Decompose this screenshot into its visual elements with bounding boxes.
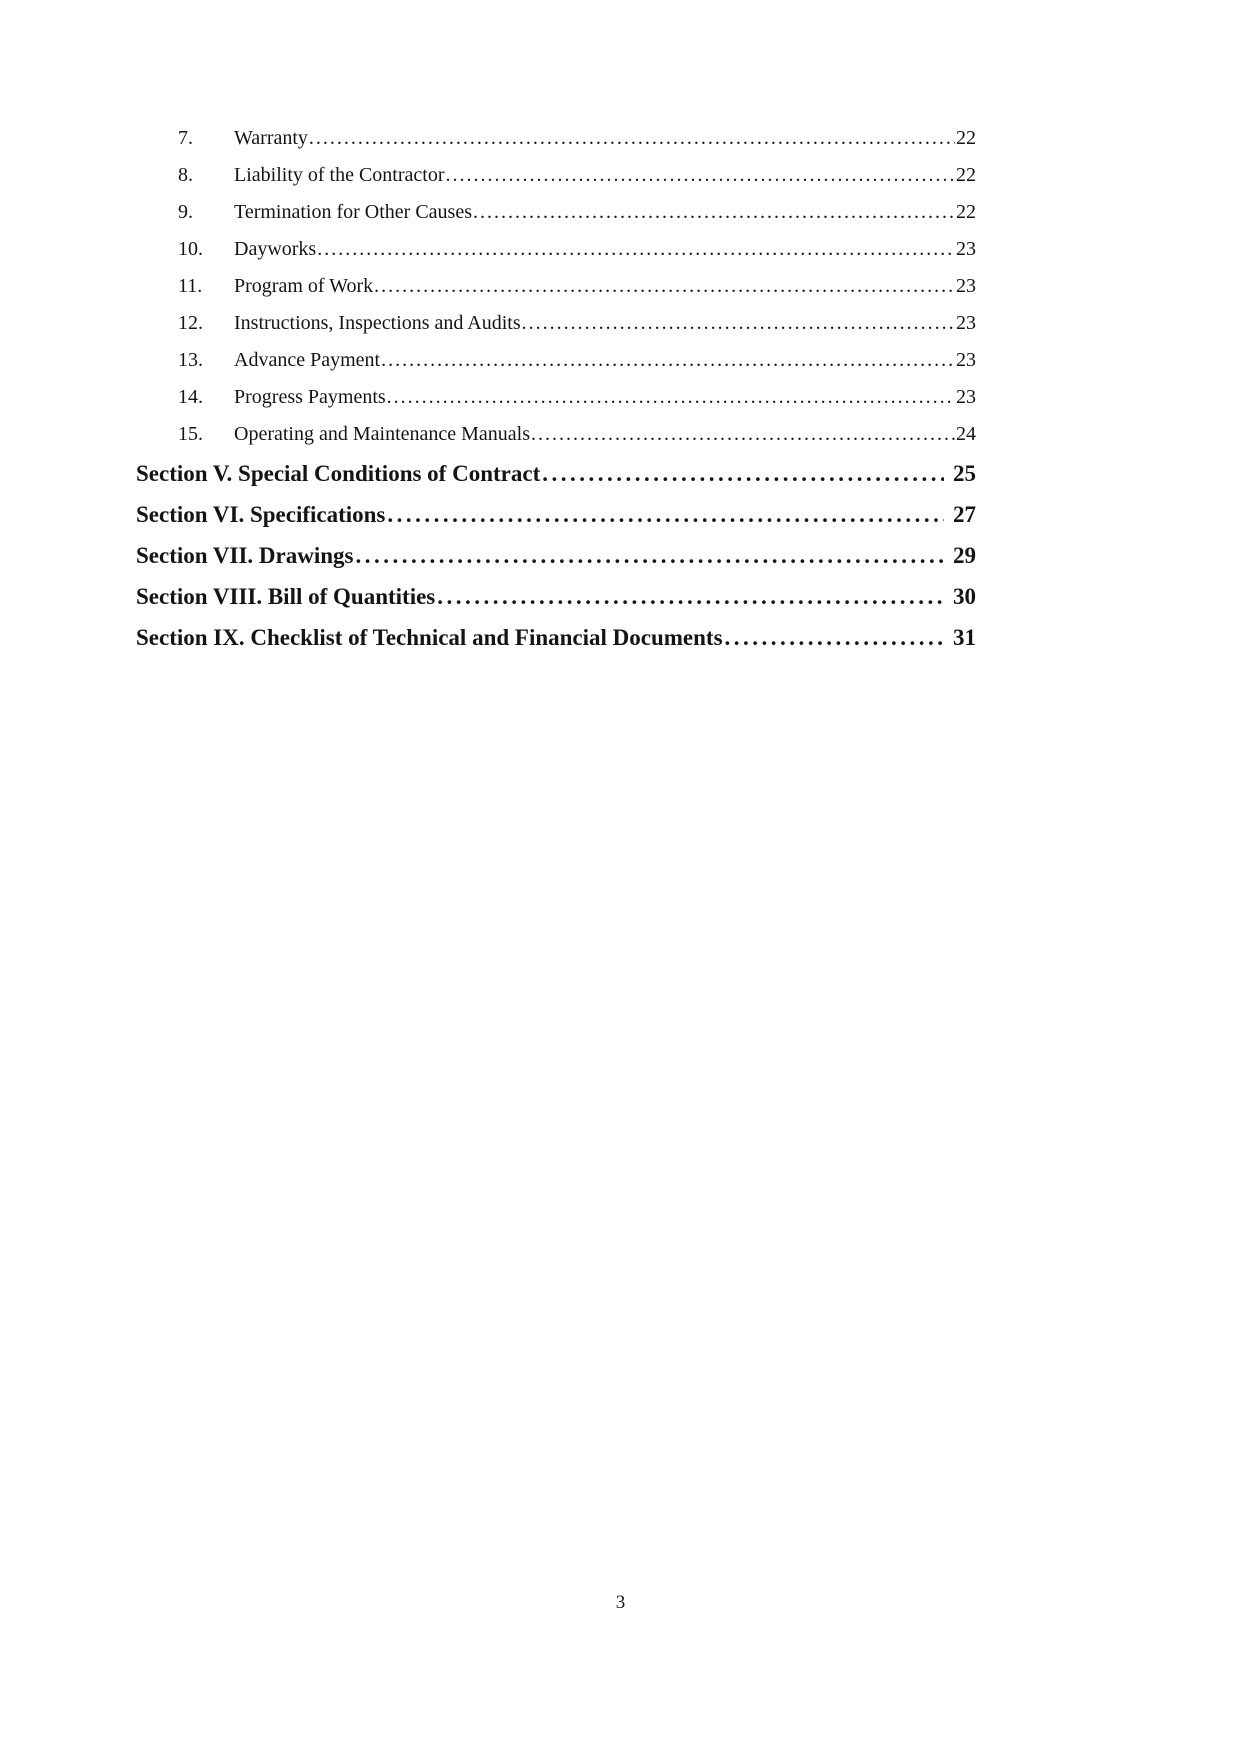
toc-leader-dots bbox=[374, 268, 955, 305]
toc-entry-title: Liability of the Contractor bbox=[234, 164, 445, 186]
table-of-contents bbox=[136, 120, 976, 658]
toc-entry-number: 9. bbox=[178, 201, 193, 223]
toc-leader-dots bbox=[531, 416, 955, 453]
toc-leader-dots bbox=[542, 453, 944, 494]
toc-section-entry[interactable] bbox=[136, 494, 976, 535]
toc-entry[interactable] bbox=[136, 379, 976, 416]
toc-entry[interactable] bbox=[136, 305, 976, 342]
toc-entry-page: 23 bbox=[956, 275, 976, 297]
toc-entry-page: 23 bbox=[956, 312, 976, 334]
toc-entry-title: Warranty bbox=[234, 127, 308, 149]
toc-entry[interactable] bbox=[136, 342, 976, 379]
toc-section-title: Section VII. Drawings bbox=[136, 543, 354, 568]
toc-entry[interactable] bbox=[136, 120, 976, 157]
toc-entry-title: Progress Payments bbox=[234, 386, 386, 408]
toc-entry-number: 8. bbox=[178, 164, 193, 186]
toc-section-entry[interactable] bbox=[136, 576, 976, 617]
toc-leader-dots bbox=[355, 535, 944, 576]
toc-section-page: 30 bbox=[953, 584, 976, 609]
toc-leader-dots bbox=[522, 305, 955, 342]
toc-entry-number: 7. bbox=[178, 127, 193, 149]
toc-section-page: 27 bbox=[953, 502, 976, 527]
toc-leader-dots bbox=[309, 120, 955, 157]
page-number-footer: 3 bbox=[615, 1592, 626, 1613]
toc-section-page: 25 bbox=[953, 461, 976, 486]
toc-leader-dots bbox=[725, 617, 944, 658]
toc-entry[interactable] bbox=[136, 231, 976, 268]
toc-section-title: Section V. Special Conditions of Contract bbox=[136, 461, 541, 486]
toc-entry-title: Advance Payment bbox=[234, 349, 381, 371]
toc-entry-page: 24 bbox=[956, 423, 976, 445]
toc-leader-dots bbox=[437, 576, 944, 617]
toc-entry-page: 23 bbox=[956, 349, 976, 371]
toc-entry-number: 12. bbox=[178, 312, 203, 334]
toc-entry-title: Dayworks bbox=[234, 238, 317, 260]
toc-entry-title: Operating and Maintenance Manuals bbox=[234, 423, 531, 445]
toc-leader-dots bbox=[473, 194, 955, 231]
toc-leader-dots bbox=[446, 157, 956, 194]
toc-entry-page: 22 bbox=[956, 127, 976, 149]
toc-section-title: Section VIII. Bill of Quantities bbox=[136, 584, 436, 609]
toc-entry-page: 23 bbox=[956, 238, 976, 260]
toc-entry-page: 22 bbox=[956, 164, 976, 186]
toc-leader-dots bbox=[387, 494, 944, 535]
toc-entry[interactable] bbox=[136, 157, 976, 194]
toc-leader-dots bbox=[387, 379, 955, 416]
toc-entry-title: Termination for Other Causes bbox=[234, 201, 472, 223]
toc-section-page: 31 bbox=[953, 625, 976, 650]
toc-section-entry[interactable] bbox=[136, 617, 976, 658]
toc-section-title: Section IX. Checklist of Technical and Financial Documents bbox=[136, 625, 723, 650]
toc-entry[interactable] bbox=[136, 416, 976, 453]
toc-section-title: Section VI. Specifications bbox=[136, 502, 386, 527]
toc-entry-number: 11. bbox=[178, 275, 203, 297]
toc-entry-number: 15. bbox=[178, 423, 203, 445]
toc-entry-number: 13. bbox=[178, 349, 203, 371]
toc-section-page: 29 bbox=[953, 543, 976, 568]
toc-entry[interactable] bbox=[136, 268, 976, 305]
toc-entry[interactable] bbox=[136, 194, 976, 231]
toc-section-entry[interactable] bbox=[136, 535, 976, 576]
toc-leader-dots bbox=[317, 231, 955, 268]
toc-entry-page: 22 bbox=[956, 201, 976, 223]
toc-entry-title: Program of Work bbox=[234, 275, 374, 297]
toc-entry-page: 23 bbox=[956, 386, 976, 408]
toc-entry-number: 14. bbox=[178, 386, 203, 408]
toc-entry-title: Instructions, Inspections and Audits bbox=[234, 312, 521, 334]
toc-entry-number: 10. bbox=[178, 238, 203, 260]
toc-leader-dots bbox=[381, 342, 955, 379]
toc-section-entry[interactable] bbox=[136, 453, 976, 494]
